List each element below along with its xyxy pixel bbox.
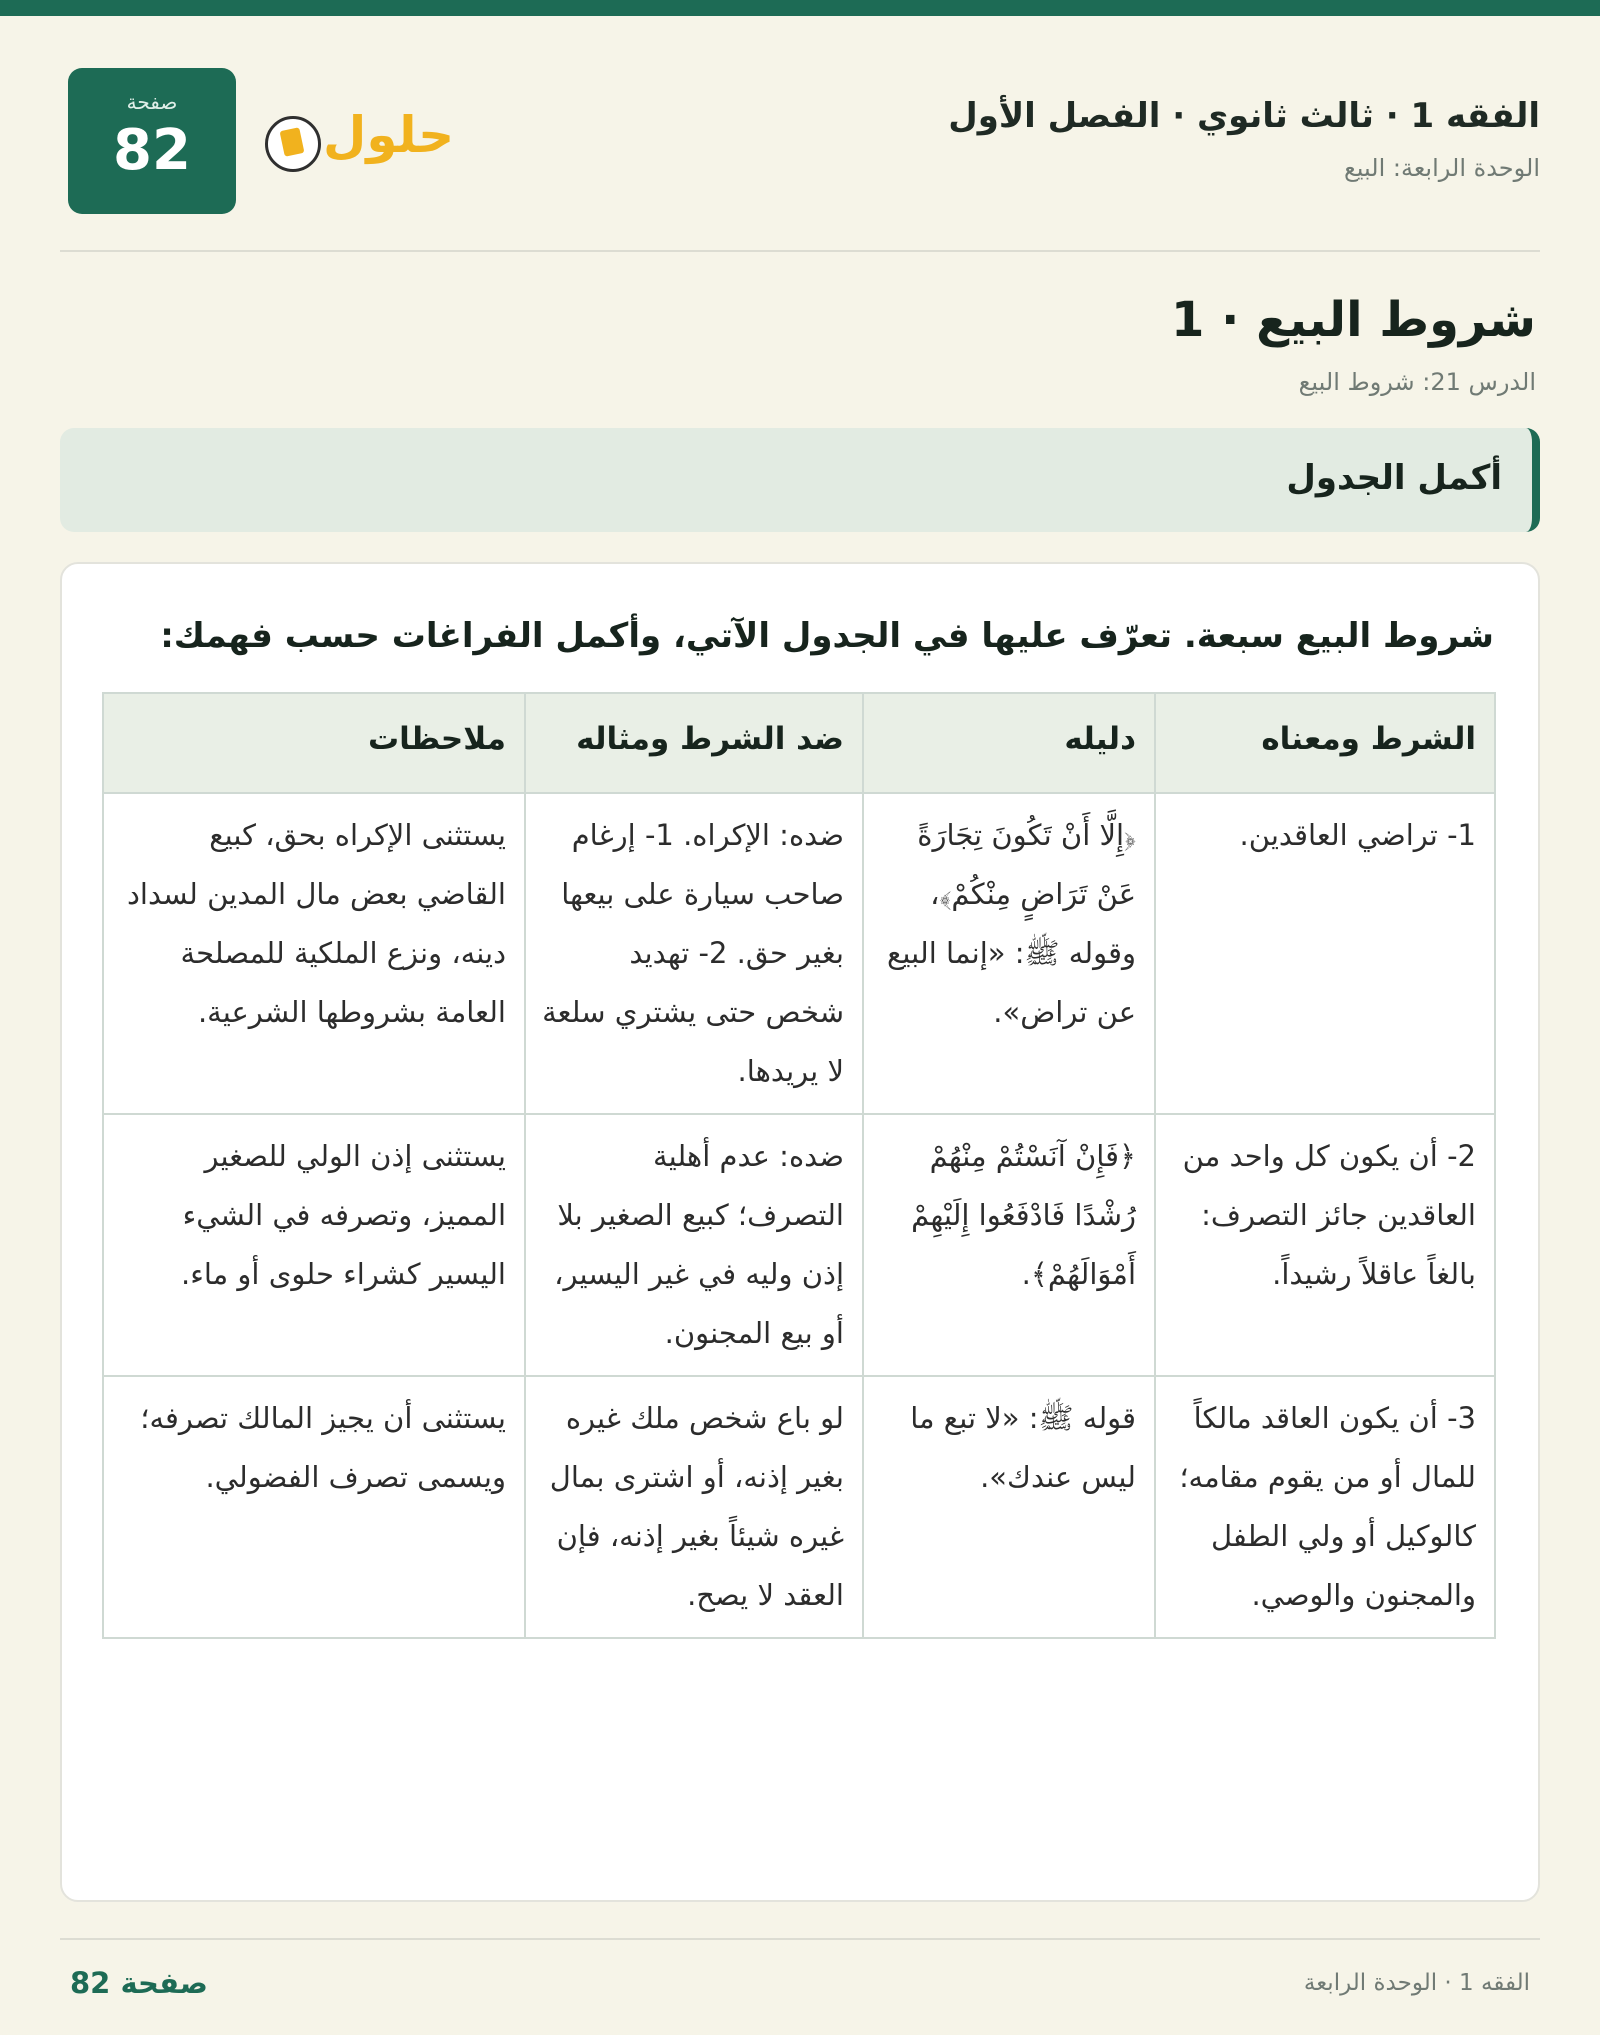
cell-opposite-answer: ضده: الإكراه. 1- إرغام صاحب سيارة على بيعها بغير حق. 2- تهديد شخص حتى يشتري سلعة لا يريدها. — [525, 793, 863, 1114]
page-header — [60, 68, 1540, 218]
book-title: الفقه 1 · ثالث ثانوي · الفصل الأول — [948, 96, 1540, 136]
table-row — [103, 1376, 1495, 1638]
exercise-question: شروط البيع سبعة. تعرّف عليها في الجدول الآتي، وأكمل الفراغات حسب فهمك: — [160, 616, 1494, 656]
cell-opposite: لو باع شخص ملك غيره بغير إذنه، أو اشترى بمال غيره شيئاً بغير إذنه، فإن العقد لا يصح. — [525, 1376, 863, 1638]
column-header-evidence: دليله — [863, 693, 1155, 793]
header-titles — [948, 96, 1540, 182]
hulul-logo — [265, 106, 455, 172]
cell-notes: يستثنى أن يجيز المالك تصرفه؛ ويسمى تصرف الفضولي. — [103, 1376, 525, 1638]
page-badge-number: 82 — [113, 118, 191, 183]
cell-evidence: ﴿إِلَّا أَنْ تَكُونَ تِجَارَةً عَنْ تَرَاضٍ مِنْكُمْ﴾، وقوله ﷺ: «إنما البيع عن تراض». — [863, 793, 1155, 1114]
cell-opposite-answer: ضده: عدم أهلية التصرف؛ كبيع الصغير بلا إذن وليه في غير اليسير، أو بيع المجنون. — [525, 1114, 863, 1376]
section-title: شروط البيع · 1 — [1171, 292, 1536, 348]
conditions-table — [102, 692, 1496, 1639]
cell-evidence: ﴿فَإِنْ آنَسْتُمْ مِنْهُمْ رُشْدًا فَادْفَعُوا إِلَيْهِمْ أَمْوَالَهُمْ﴾. — [863, 1114, 1155, 1376]
lesson-subtitle: الدرس 21: شروط البيع — [1298, 368, 1536, 396]
column-header-opposite: ضد الشرط ومثاله — [525, 693, 863, 793]
unit-subtitle: الوحدة الرابعة: البيع — [1344, 154, 1540, 182]
cell-notes: يستثنى إذن الولي للصغير المميز، وتصرفه في الشيء اليسير كشراء حلوى أو ماء. — [103, 1114, 525, 1376]
page-badge-label: صفحة — [126, 90, 178, 114]
cell-condition: 3- أن يكون العاقد مالكاً للمال أو من يقوم مقامه؛ كالوكيل أو ولي الطفل والمجنون والوصي. — [1155, 1376, 1495, 1638]
task-label: أكمل الجدول — [1286, 458, 1502, 498]
table-row — [103, 793, 1495, 1114]
page-number-badge — [68, 68, 236, 214]
column-header-condition: الشرط ومعناه — [1155, 693, 1495, 793]
cell-condition: 1- تراضي العاقدين. — [1155, 793, 1495, 1114]
footer-breadcrumb: الفقه 1 · الوحدة الرابعة — [1303, 1970, 1530, 1996]
header-divider — [60, 250, 1540, 252]
cell-evidence: قوله ﷺ: «لا تبع ما ليس عندك». — [863, 1376, 1155, 1638]
task-banner — [60, 428, 1540, 532]
top-accent-bar — [0, 0, 1600, 16]
footer-page-number: صفحة 82 — [70, 1966, 208, 2000]
table-header-row — [103, 693, 1495, 793]
cell-notes: يستثنى الإكراه بحق، كبيع القاضي بعض مال المدين لسداد دينه، ونزع الملكية للمصلحة العامة بشروطها الشرعية. — [103, 793, 525, 1114]
logo-book-icon — [265, 116, 321, 172]
table-row — [103, 1114, 1495, 1376]
footer-divider — [60, 1938, 1540, 1940]
cell-condition: 2- أن يكون كل واحد من العاقدين جائز التصرف: بالغاً عاقلاً رشيداً. — [1155, 1114, 1495, 1376]
column-header-notes: ملاحظات — [103, 693, 525, 793]
exercise-card — [60, 562, 1540, 1902]
logo-wordmark: حلول — [323, 106, 455, 164]
